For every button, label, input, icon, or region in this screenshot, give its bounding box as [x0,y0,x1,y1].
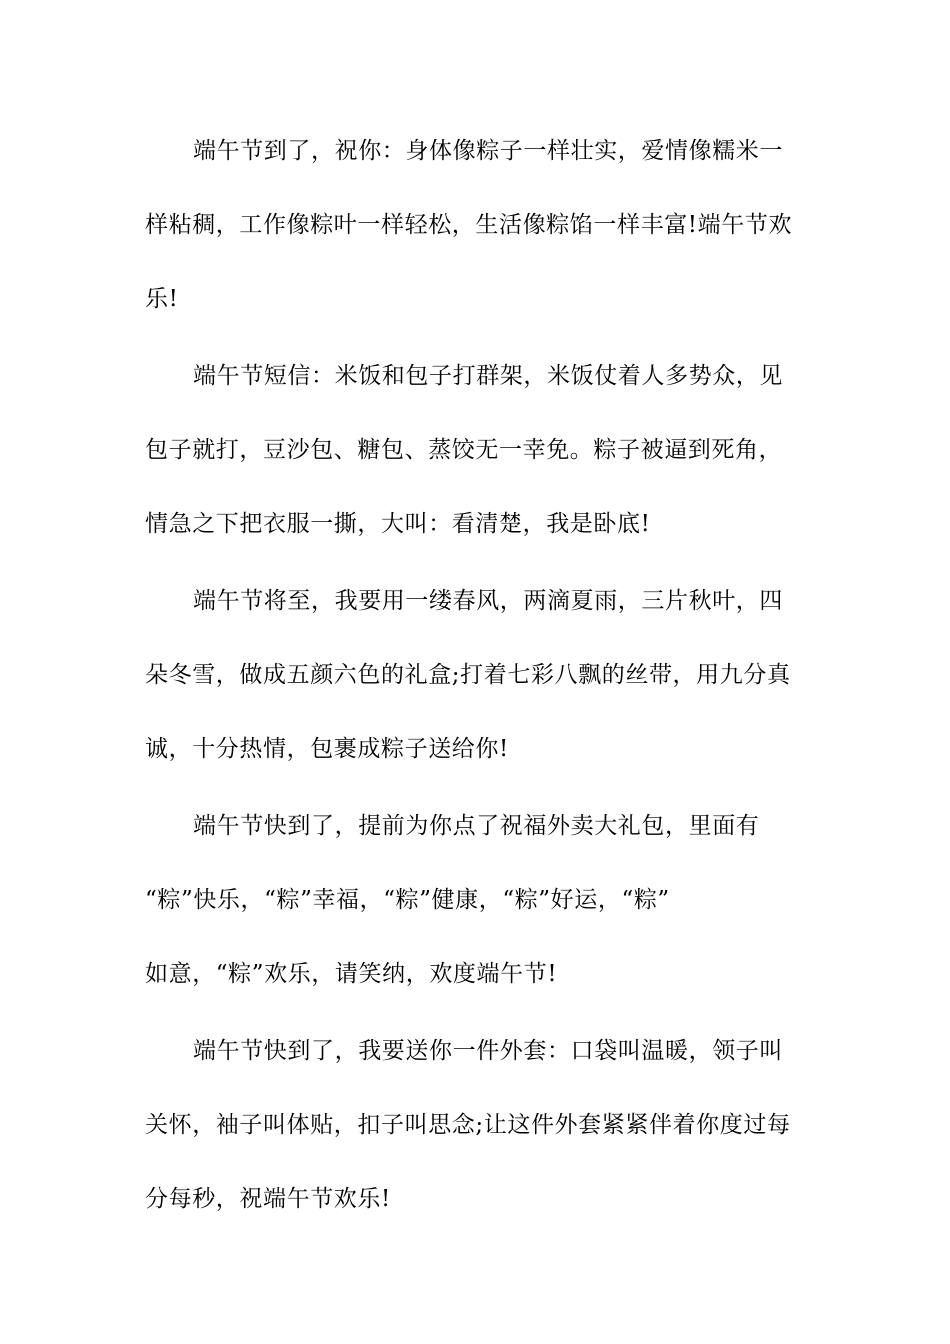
paragraph-line: 样粘稠，工作像粽叶一样轻松，生活像粽馅一样丰富!端午节欢 [145,212,793,238]
paragraph-line: 端午节短信：米饭和包子打群架，米饭仗着人多势众，见 [193,363,783,389]
paragraph-line: 端午节到了，祝你：身体像粽子一样壮实，爱情像糯米一 [193,138,783,164]
paragraph-line: 包子就打，豆沙包、糖包、蒸饺无一幸免。粽子被逼到死角， [145,437,783,463]
paragraph-1 [145,114,810,336]
paragraph-line: 诚，十分热情，包裹成粽子送给你! [145,736,509,762]
paragraph-3 [145,564,810,786]
paragraph-line: 朵冬雪，做成五颜六色的礼盒;打着七彩八飘的丝带，用九分真 [145,662,791,688]
paragraph-line: 端午节将至，我要用一缕春风，两滴夏雨，三片秋叶，四 [193,588,783,614]
paragraph-5 [145,1014,810,1236]
paragraph-line: 端午节快到了，我要送你一件外套：口袋叫温暖，领子叫 [193,1038,783,1064]
paragraph-line: 关怀，袖子叫体贴，扣子叫思念;让这件外套紧紧伴着你度过每 [145,1112,791,1138]
paragraph-line: 乐! [145,286,179,312]
paragraph-2 [145,339,810,561]
paragraph-line: 分每秒，祝端午节欢乐! [145,1186,391,1212]
paragraph-line: 端午节快到了，提前为你点了祝福外卖大礼包，里面有 [193,813,760,839]
paragraph-line: “粽”快乐，“粽”幸福，“粽”健康，“粽”好运，“粽” [145,887,670,913]
paragraph-line: 如意，“粽”欢乐，请笑纳，欢度端午节! [145,961,558,987]
paragraph-line: 情急之下把衣服一撕，大叫：看清楚，我是卧底! [145,511,651,537]
paragraph-4 [145,789,810,1011]
